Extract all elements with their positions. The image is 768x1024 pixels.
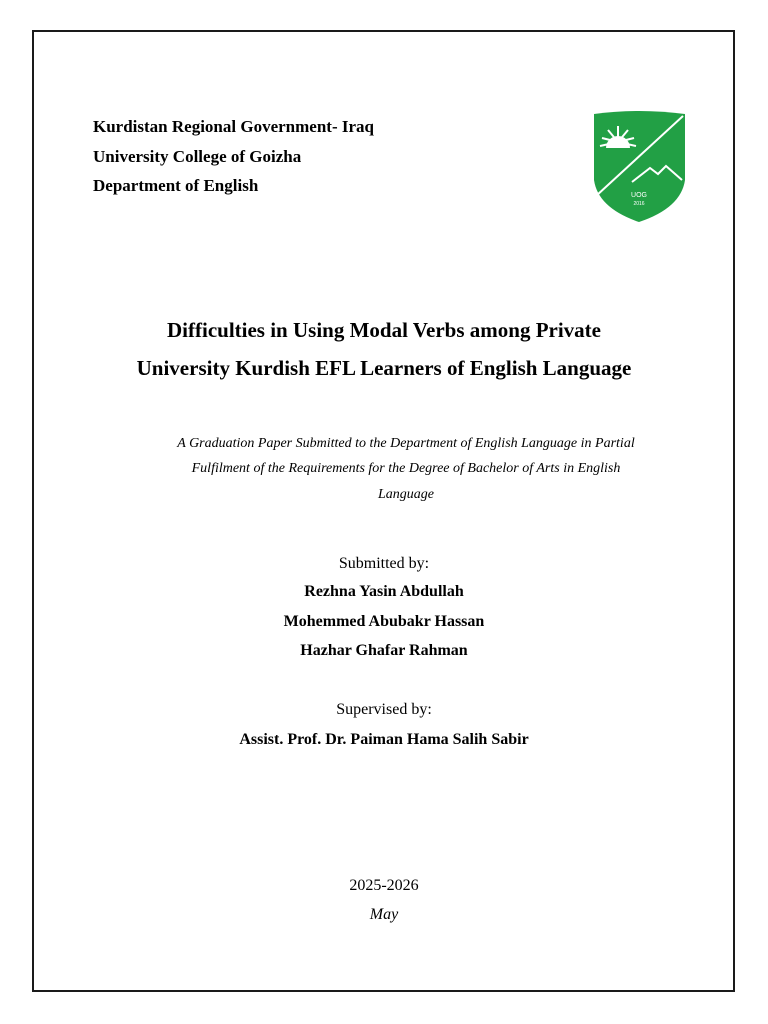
institution-government: Kurdistan Regional Government- Iraq — [93, 117, 374, 136]
author-name: Rezhna Yasin Abdullah — [304, 583, 464, 600]
supervisor-name: Assist. Prof. Dr. Paiman Hama Salih Sabir — [239, 731, 529, 748]
paper-title-line-2: University Kurdish EFL Learners of English Language — [136, 356, 632, 380]
author-name: Mohemmed Abubakr Hassan — [283, 613, 485, 630]
logo-year: 2016 — [633, 201, 645, 207]
subtitle-line-1: A Graduation Paper Submitted to the Department of English Language in Partial — [177, 436, 635, 451]
submission-month: May — [369, 906, 399, 923]
academic-year: 2025-2026 — [349, 877, 419, 894]
logo-text: UOG — [631, 192, 647, 199]
supervised-by-label: Supervised by: — [336, 701, 432, 718]
submitted-by-label: Submitted by: — [338, 555, 430, 572]
subtitle-line-3: Language — [378, 487, 434, 502]
author-name: Hazhar Ghafar Rahman — [300, 642, 468, 659]
paper-title-line-1: Difficulties in Using Modal Verbs among Private — [167, 318, 601, 342]
institution-department: Department of English — [93, 176, 259, 195]
subtitle-line-2: Fulfilment of the Requirements for the Degree of Bachelor of Arts in English — [191, 461, 621, 476]
university-logo-icon — [592, 110, 687, 224]
institution-college: University College of Goizha — [93, 147, 302, 166]
